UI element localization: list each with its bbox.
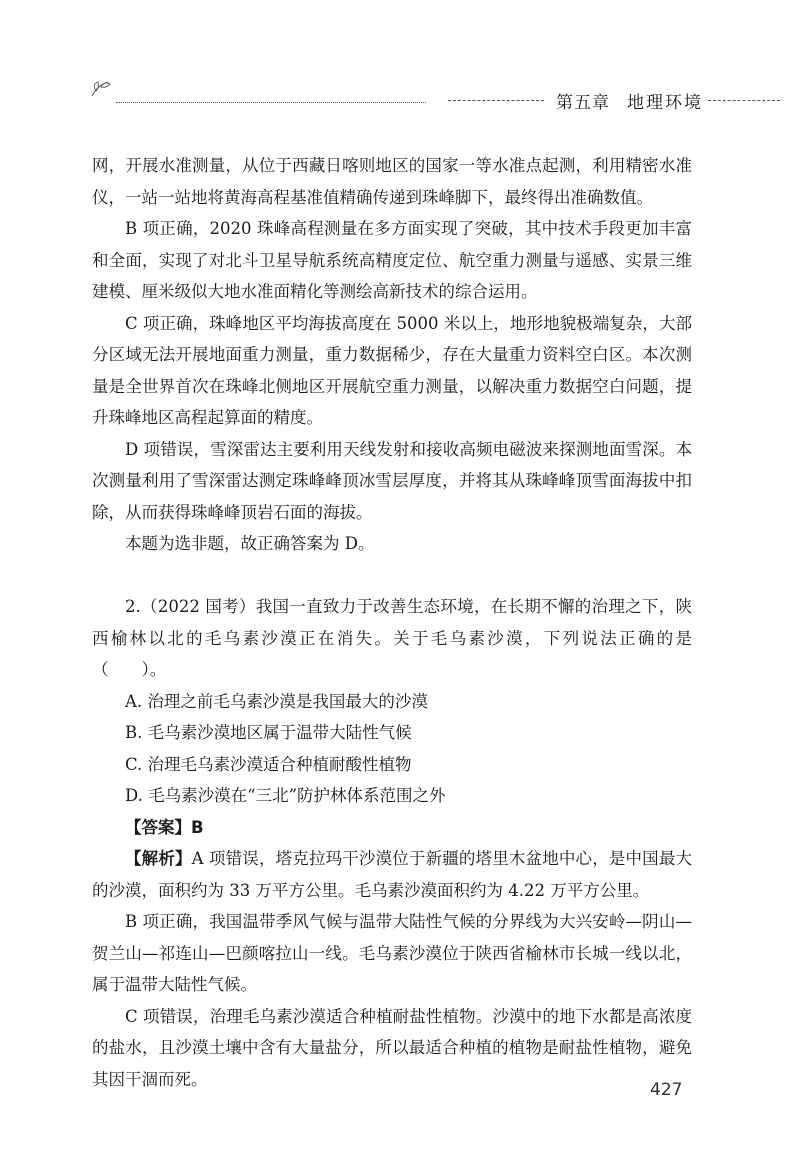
analysis-label: 【解析】 [125, 849, 192, 868]
question-2-stem: 2.（2022 国考）我国一直致力于改善生态环境，在长期不懈的治理之下，陕西榆林以北的毛乌素沙漠正在消失。关于毛乌素沙漠，下列说法正确的是（ ）。 [92, 597, 692, 679]
paragraph-option-d: D 项错误，雪深雷达主要利用天线发射和接收高频电磁波来探测地面雪深。本次测量利用了雪深雷达测定珠峰峰顶冰雪层厚度，并将其从珠峰峰顶雪面海拔中扣除，从而获得珠峰峰顶岩石面的海拔。 [92, 439, 692, 522]
question-2-option-b: B. 毛乌素沙漠地区属于温带大陆性气候 [125, 723, 412, 742]
paragraph-option-b: B 项正确，2020 珠峰高程测量在多方面实现了突破，其中技术手段更加丰富和全面，实现了对北斗卫星导航系统高精度定位、航空重力测量与遥感、实景三维建模、厘米级似大地水准面精化等测绘高新技术的综合运用。 [92, 219, 692, 301]
page-body [92, 150, 692, 1095]
answer-line [92, 812, 692, 844]
spacer [92, 560, 692, 592]
leaf-ornament-icon [88, 78, 112, 100]
question-2-option-a: A. 治理之前毛乌素沙漠是我国最大的沙漠 [125, 691, 428, 711]
header-rule-left [116, 102, 426, 103]
paragraph-continued: 网，开展水准测量，从位于西藏日喀则地区的国家一等水准点起测，利用精密水准仪，一站一站地将黄海高程基准值精确传递到珠峰脚下，最终得出准确数值。 [92, 156, 692, 207]
analysis-c: C 项错误，治理毛乌素沙漠适合种植耐盐性植物。沙漠中的地下水都是高浓度的盐水，且沙漠土壤中含有大量盐分，所以最适合种植的植物是耐盐性植物，避免其因干涸而死。 [92, 1006, 692, 1089]
header-rule-right [708, 100, 780, 101]
paragraph-conclusion: 本题为选非题，故正确答案为 D。 [125, 534, 375, 553]
analysis-b: B 项正确，我国温带季风气候与温带大陆性气候的分界线为大兴安岭—阴山—贺兰山—祁连山—巴颜喀拉山一线。毛乌素沙漠位于陕西省榆林市长城一线以北，属于温带大陆性气候。 [92, 912, 692, 994]
analysis-a-text: A 项错误，塔克拉玛干沙漠位于新疆的塔里木盆地中心，是中国最大的沙漠，面积约为 33 万平方公里。毛乌素沙漠面积约为 4.22 万平方公里。 [92, 849, 692, 900]
section-title: 地理环境 [627, 93, 703, 113]
answer-value: B [191, 817, 204, 837]
running-header [0, 70, 800, 113]
paragraph-option-c: C 项正确，珠峰地区平均海拔高度在 5000 米以上，地形地貌极端复杂，大部分区域无法开展地面重力测量，重力数据稀少，存在大量重力资料空白区。本次测量是全世界首次在珠峰北侧地区开展航空重力测量，以解决重力数据空白问题，提升珠峰地区高程起算面的精度。 [92, 313, 692, 427]
page-number: 427 [650, 1080, 683, 1100]
header-rule-mid [448, 100, 544, 101]
answer-label: 【答案】 [125, 817, 191, 837]
question-2-option-c: C. 治理毛乌素沙漠适合种植耐酸性植物 [125, 754, 412, 774]
chapter-title: 第五章 [556, 93, 610, 113]
question-2-option-d: D. 毛乌素沙漠在“三北”防护林体系范围之外 [125, 786, 446, 805]
analysis-a [92, 843, 692, 906]
